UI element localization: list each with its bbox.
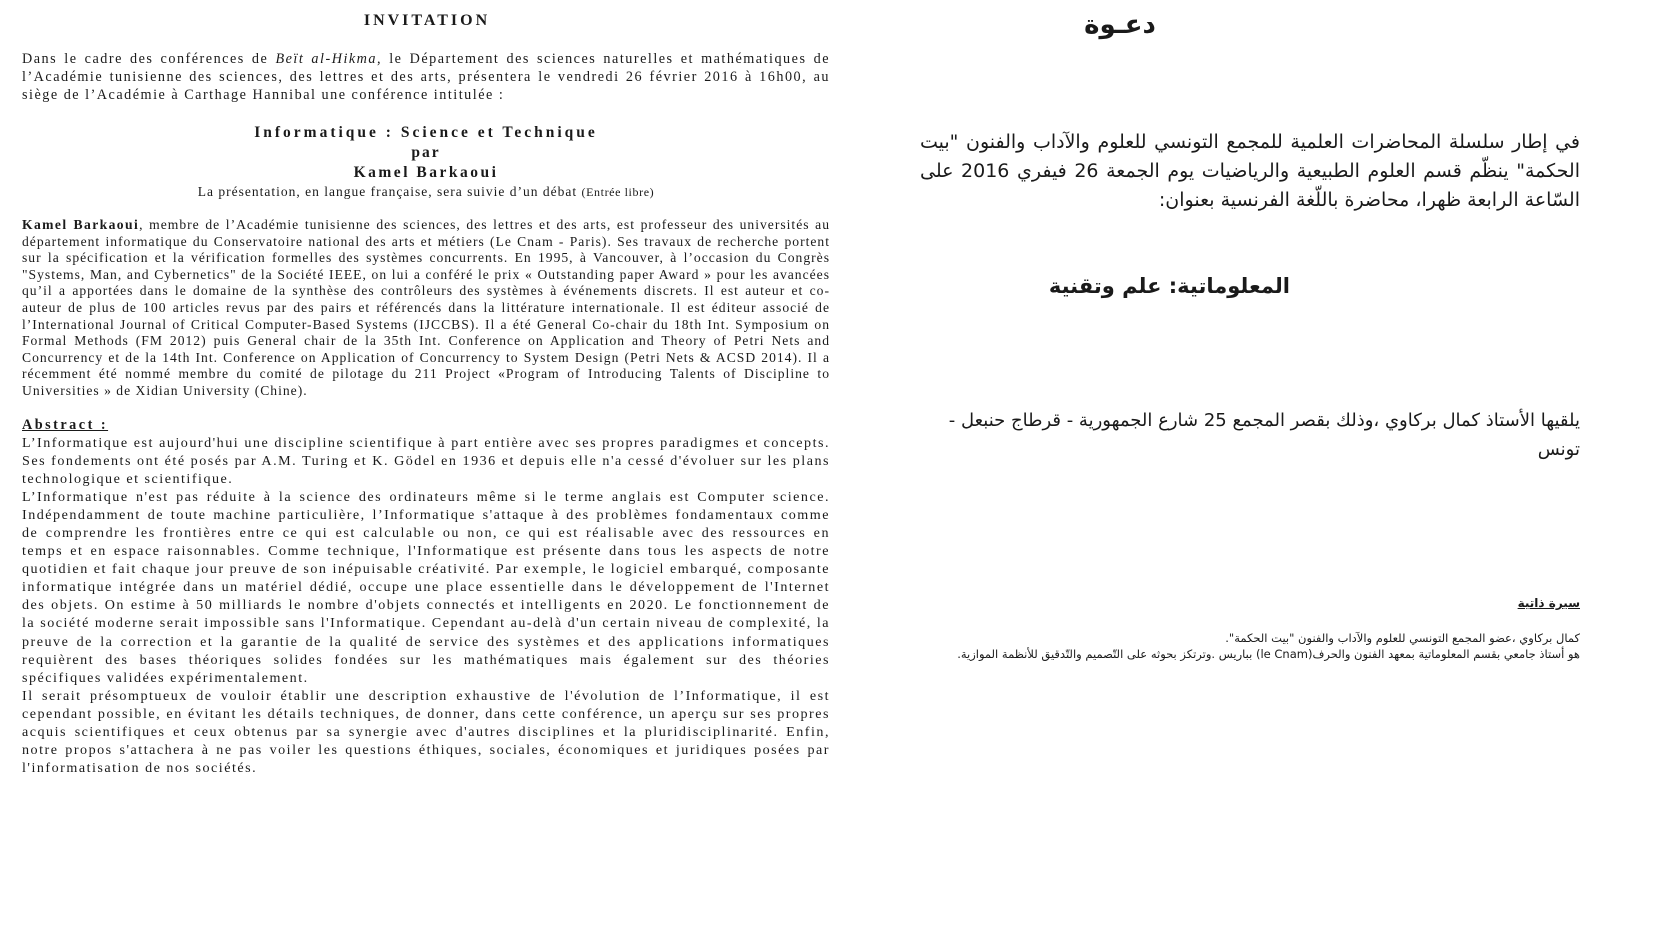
arabic-bio	[920, 630, 1580, 662]
arabic-bio-line-2: هو أستاذ جامعي بقسم المعلوماتية بمعهد الفنون والحرف(le Cnam) بباريس .وترتكز بحوثه على التّصميم والتّدقيق للأنظمة الموازية.	[957, 647, 1580, 661]
intro-paragraph	[22, 50, 830, 104]
invitation-title: INVITATION	[363, 12, 491, 29]
speaker-biography	[22, 217, 830, 400]
arabic-bio-heading: سيرة ذاتية	[1517, 596, 1580, 610]
french-invitation	[22, 12, 830, 777]
arabic-presenter: يلقيها الأستاذ كمال بركاوي ،وذلك بقصر المجمع 25 شارع الجمهورية - قرطاج حنبعل - تونس	[948, 410, 1580, 460]
abstract-paragraph-2: L’Informatique n'est pas réduite à la science des ordinateurs même si le terme anglais est Computer science. Indépendamment de toute machine particulière, l’Informatique s'attaque à des problèmes fondamentaux comme de comprendre les frontières entre ce qui est calculable ou non, ce qui est réalisable avec des ressources en temps et en espace raisonnables. Comme technique, l'Informatique est présente dans tous les aspects de notre quotidien et fait chaque jour preuve de son inépuisable créativité. Par exemple, le logiciel embarqué, composante informatique intégrée dans un matériel dédié, occupe une place essentielle dans le développement de l'Internet des objets. On estime à 50 milliards le nombre d'objets connectés et intelligents en 2020. Le fonctionnement de la société moderne serait impossible sans l'Informatique. Cependant au-delà d'un certain niveau de complexité, la preuve de la correction et la garantie de la qualité de service des systèmes et des applications informatiques requièrent des bases théoriques solides fondées sur les mathématiques mais également sur des théories spécifiques validées expérimentalement.	[22, 488, 830, 686]
bio-name: Kamel Barkaoui	[22, 217, 140, 232]
conference-title: Informatique : Science et Technique	[254, 124, 598, 141]
speaker-name: Kamel Barkaoui	[353, 164, 499, 181]
intro-text-end: , le Département des sciences naturelles et mathématiques de l’Académie tunisienne des sciences, des lettres et des arts, présentera le vendredi 26 février 2016 à 16h00, au siège de l’Académie à Carthage Hannibal une conférence intitulée :	[22, 51, 830, 103]
arabic-intro: في إطار سلسلة المحاضرات العلمية للمجمع التونسي للعلوم والآداب والفنون "بيت الحكمة" ينظّم قسم العلوم الطبيعية والرياضيات يوم الجمعة 26 فيفري 2016 على السّاعة الرابعة ظهرا، محاضرة باللّغة الفرنسية بعنوان:	[920, 131, 1580, 211]
arabic-conference-title: المعلوماتية: علم وتقنية	[1048, 274, 1290, 298]
intro-italic-name: Beït al-Hikma	[275, 51, 378, 67]
entry-free-note: (Entrée libre)	[581, 185, 655, 199]
bio-text: , membre de l’Académie tunisienne des sciences, des lettres et des arts, est professeur des universités au département informatique du Conservatoire national des arts et métiers (Le Cnam - Paris). Ses travaux de recherche portent sur la spécification et la vérification formelles des systèmes concurrents. En 1995, à Vancouver, à l’occasion du Congrès "Systems, Man, and Cybernetics" de la Société IEEE, on lui a conféré le prix « Outstanding paper Award » pour les avancées qu’il a apportées dans le domaine de la synthèse des contrôleurs des systèmes à événements discrets. Il est auteur et co-auteur de plus de 100 articles revus par des pairs et référencés dans la littérature internationale. Il est éditeur associé de l’International Journal of Critical Computer-Based Systems (IJCCBS). Il a été General Co-chair du 18th Int. Symposium on Formal Methods (FM 2012) puis General chair de la 35th Int. Conference on Application and Theory of Petri Nets and Concurrency et de la 14th Int. Conference on Application of Concurrency to System Design (Petri Nets & ACSD 2014). Il a récemment été nommé membre du comité de pilotage du 211 Project «Program of Introducing Talents of Discipline to Universities » de Xidian University (Chine).	[22, 217, 830, 398]
presentation-note	[22, 183, 830, 201]
arabic-bio-line-1: كمال بركاوي ،عضو المجمع التونسي للعلوم والآداب والفنون "بيت الحكمة".	[1225, 631, 1580, 645]
abstract-paragraph-3: Il serait présomptueux de vouloir établir une description exhaustive de l'évolution de l’Informatique, il est cependant possible, en évitant les détails techniques, de donner, dans cette conférence, un aperçu sur ses propres acquis scientifiques et ceux obtenus par sa synergie avec d'autres disciplines et la pluridisciplinarité. Enfin, notre propos s'attachera à ne pas voiler les questions éthiques, sociales, économiques et juridiques posées par l'informatisation de nos sociétés.	[22, 687, 830, 777]
presentation-text: La présentation, en langue française, sera suivie d’un débat	[197, 184, 582, 199]
intro-text-start: Dans le cadre des conférences de	[22, 51, 276, 67]
abstract-paragraph-1: L’Informatique est aujourd'hui une discipline scientifique à part entière avec ses propres paradigmes et concepts. Ses fondements ont été posés par A.M. Turing et K. Gödel en 1936 et depuis elle n'a cessé d'évoluer sur les plans technologique et scientifique.	[22, 434, 830, 487]
abstract-heading: Abstract :	[22, 416, 109, 433]
by-label: par	[411, 144, 441, 161]
arabic-title: دعـوة	[1084, 10, 1156, 40]
